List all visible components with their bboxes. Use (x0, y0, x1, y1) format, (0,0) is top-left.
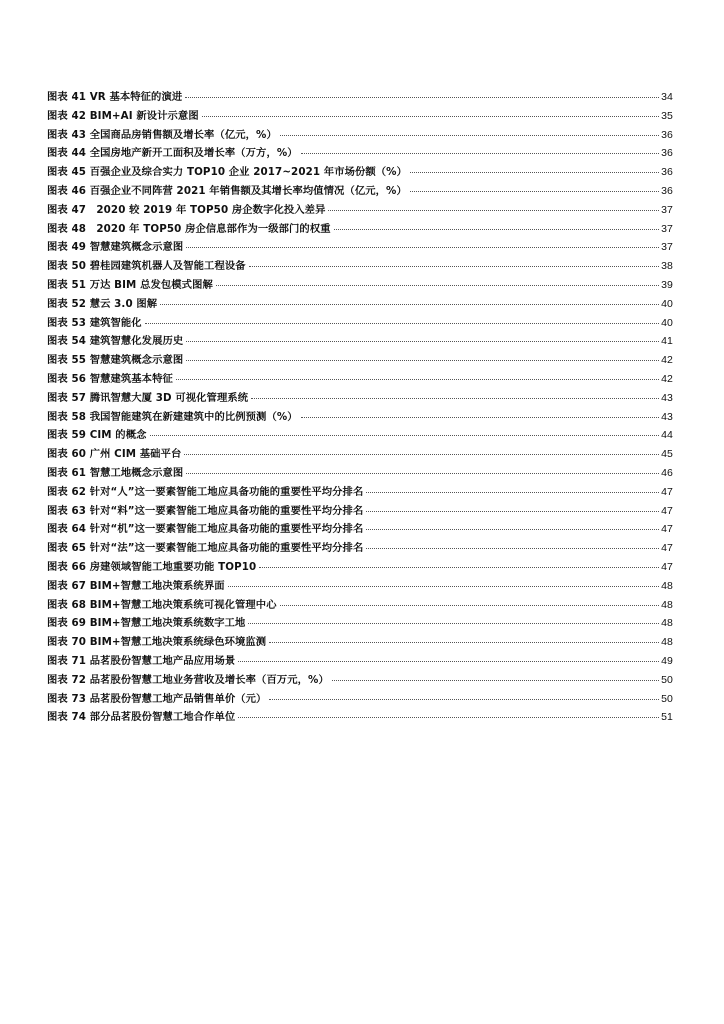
dot-leader (150, 435, 660, 436)
toc-entry-label: 图表 72 品茗股份智慧工地业务营收及增长率（百万元，%） (47, 673, 329, 686)
dot-leader (332, 680, 659, 681)
dot-leader (248, 623, 659, 624)
toc-entry-label: 图表 56 智慧建筑基本特征 (47, 372, 173, 385)
toc-entry-label: 图表 70 BIM+智慧工地决策系统绿色环境监测 (47, 636, 267, 649)
toc-page-number: 45 (661, 448, 673, 461)
toc-page-number: 42 (661, 372, 673, 385)
dot-leader (160, 304, 659, 305)
toc-entry[interactable] (47, 295, 673, 314)
toc-entry-label: 图表 42 BIM+AI 新设计示意图 (47, 109, 199, 122)
toc-entry[interactable] (47, 238, 673, 257)
toc-page-number: 36 (661, 166, 673, 179)
toc-entry[interactable] (47, 370, 673, 389)
toc-entry-label: 图表 52 慧云 3.0 图解 (47, 297, 158, 310)
toc-page-number: 37 (661, 222, 673, 235)
dot-leader (269, 642, 659, 643)
toc-entry[interactable] (47, 558, 673, 577)
toc-entry[interactable] (47, 220, 673, 239)
toc-page-number: 43 (661, 410, 673, 423)
toc-page-number: 48 (661, 598, 673, 611)
toc-entry-label: 图表 55 智慧建筑概念示意图 (47, 354, 184, 367)
dot-leader (366, 492, 659, 493)
dot-leader (280, 605, 660, 606)
dot-leader (249, 266, 659, 267)
toc-entry-label: 图表 74 部分品茗股份智慧工地合作单位 (47, 711, 236, 724)
toc-entry-label: 图表 67 BIM+智慧工地决策系统界面 (47, 579, 225, 592)
toc-page-number: 49 (661, 654, 673, 667)
dot-leader (334, 229, 659, 230)
dot-leader (251, 398, 659, 399)
dot-leader (238, 717, 659, 718)
toc-entry[interactable] (47, 126, 673, 145)
toc-page-number: 42 (661, 354, 673, 367)
toc-entry-label: 图表 68 BIM+智慧工地决策系统可视化管理中心 (47, 598, 277, 611)
toc-entry[interactable] (47, 464, 673, 483)
toc-entry-label: 图表 53 建筑智能化 (47, 316, 142, 329)
dot-leader (280, 135, 659, 136)
toc-entry[interactable] (47, 88, 673, 107)
toc-entry-label: 图表 51 万达 BIM 总发包模式图解 (47, 278, 213, 291)
toc-entry-label: 图表 58 我国智能建筑在新建建筑中的比例预测（%） (47, 410, 298, 423)
toc-entry[interactable] (47, 182, 673, 201)
toc-entry[interactable] (47, 314, 673, 333)
toc-entry-label: 图表 54 建筑智慧化发展历史 (47, 335, 184, 348)
toc-page-number: 47 (661, 542, 673, 555)
dot-leader (186, 341, 659, 342)
toc-entry-label: 图表 47 2020 较 2019 年 TOP50 房企数字化投入差异 (47, 203, 326, 216)
toc-entry-label: 图表 46 百强企业不同阵营 2021 年销售额及其增长率均值情况（亿元，%） (47, 184, 407, 197)
toc-entry[interactable] (47, 351, 673, 370)
toc-page-number: 47 (661, 485, 673, 498)
toc-entry[interactable] (47, 426, 673, 445)
toc-entry[interactable] (47, 690, 673, 709)
toc-entry[interactable] (47, 502, 673, 521)
toc-entry[interactable] (47, 539, 673, 558)
toc-entry[interactable] (47, 708, 673, 727)
toc-entry[interactable] (47, 483, 673, 502)
toc-entry[interactable] (47, 144, 673, 163)
toc-page-number: 35 (661, 109, 673, 122)
toc-entry-label: 图表 73 品茗股份智慧工地产品销售单价（元） (47, 692, 267, 705)
toc-entry-label: 图表 69 BIM+智慧工地决策系统数字工地 (47, 617, 246, 630)
toc-page-number: 37 (661, 203, 673, 216)
dot-leader (186, 360, 659, 361)
dot-leader (328, 210, 659, 211)
toc-page-number: 48 (661, 617, 673, 630)
toc-entry-label: 图表 44 全国房地产新开工面积及增长率（万方，%） (47, 147, 298, 160)
toc-page-number: 40 (661, 297, 673, 310)
toc-entry-label: 图表 41 VR 基本特征的演进 (47, 91, 183, 103)
toc-page-number: 50 (661, 673, 673, 686)
dot-leader (186, 247, 659, 248)
dot-leader (410, 172, 659, 173)
toc-entry-label: 图表 49 智慧建筑概念示意图 (47, 241, 184, 254)
dot-leader (145, 323, 659, 324)
toc-entry[interactable] (47, 671, 673, 690)
toc-page-number: 48 (661, 579, 673, 592)
toc-entry-label: 图表 62 针对“人”这一要素智能工地应具备功能的重要性平均分排名 (47, 485, 364, 498)
toc-entry[interactable] (47, 257, 673, 276)
toc-entry[interactable] (47, 445, 673, 464)
dot-leader (184, 454, 659, 455)
dot-leader (410, 191, 659, 192)
toc-entry-label: 图表 57 腾讯智慧大厦 3D 可视化管理系统 (47, 391, 249, 404)
toc-entry[interactable] (47, 163, 673, 182)
toc-page-number: 36 (661, 184, 673, 197)
toc-page-number: 41 (661, 335, 673, 348)
toc-entry[interactable] (47, 201, 673, 220)
toc-entry[interactable] (47, 408, 673, 427)
dot-leader (259, 567, 659, 568)
toc-entry[interactable] (47, 652, 673, 671)
toc-entry[interactable] (47, 520, 673, 539)
toc-entry-label: 图表 43 全国商品房销售额及增长率（亿元，%） (47, 128, 277, 141)
toc-page-number: 39 (661, 278, 673, 291)
toc-page-number: 51 (661, 711, 673, 724)
toc-entry-label: 图表 50 碧桂园建筑机器人及智能工程设备 (47, 260, 246, 273)
toc-entry-label: 图表 48 2020 年 TOP50 房企信息部作为一级部门的权重 (47, 222, 331, 235)
toc-entry-label: 图表 61 智慧工地概念示意图 (47, 466, 184, 479)
toc-page-number: 36 (661, 147, 673, 160)
toc-entry-label: 图表 64 针对“机”这一要素智能工地应具备功能的重要性平均分排名 (47, 523, 364, 536)
toc-page-number: 50 (661, 692, 673, 705)
toc-page-number: 37 (661, 241, 673, 254)
table-of-figures (47, 88, 673, 727)
toc-entry-label: 图表 45 百强企业及综合实力 TOP10 企业 2017~2021 年市场份额（%） (47, 166, 407, 179)
toc-entry[interactable] (47, 577, 673, 596)
toc-entry[interactable] (47, 389, 673, 408)
dot-leader (176, 379, 659, 380)
toc-page-number: 47 (661, 504, 673, 517)
toc-entry[interactable] (47, 633, 673, 652)
toc-page-number: 46 (661, 466, 673, 479)
toc-entry[interactable] (47, 276, 673, 295)
toc-page-number: 48 (661, 636, 673, 649)
toc-page-number: 38 (661, 260, 673, 273)
toc-page-number: 34 (661, 91, 673, 103)
toc-entry-label: 图表 59 CIM 的概念 (47, 429, 147, 442)
toc-page-number: 40 (661, 316, 673, 329)
toc-entry-label: 图表 60 广州 CIM 基础平台 (47, 448, 182, 461)
toc-entry-label: 图表 65 针对“法”这一要素智能工地应具备功能的重要性平均分排名 (47, 542, 364, 555)
dot-leader (301, 153, 659, 154)
dot-leader (238, 661, 659, 662)
toc-page-number: 44 (661, 429, 673, 442)
toc-entry[interactable] (47, 332, 673, 351)
dot-leader (269, 699, 659, 700)
dot-leader (301, 417, 659, 418)
dot-leader (202, 116, 659, 117)
toc-page-number: 36 (661, 128, 673, 141)
dot-leader (366, 529, 659, 530)
toc-entry-label: 图表 63 针对“料”这一要素智能工地应具备功能的重要性平均分排名 (47, 504, 364, 517)
dot-leader (366, 511, 659, 512)
toc-entry[interactable] (47, 614, 673, 633)
toc-entry-label: 图表 66 房建领域智能工地重要功能 TOP10 (47, 560, 257, 573)
toc-page-number: 43 (661, 391, 673, 404)
toc-page-number: 47 (661, 560, 673, 573)
toc-entry-label: 图表 71 品茗股份智慧工地产品应用场景 (47, 654, 236, 667)
toc-page-number: 47 (661, 523, 673, 536)
toc-entry[interactable] (47, 107, 673, 126)
dot-leader (186, 473, 659, 474)
toc-entry[interactable] (47, 596, 673, 615)
dot-leader (216, 285, 659, 286)
dot-leader (228, 586, 659, 587)
dot-leader (366, 548, 659, 549)
dot-leader (185, 97, 659, 98)
